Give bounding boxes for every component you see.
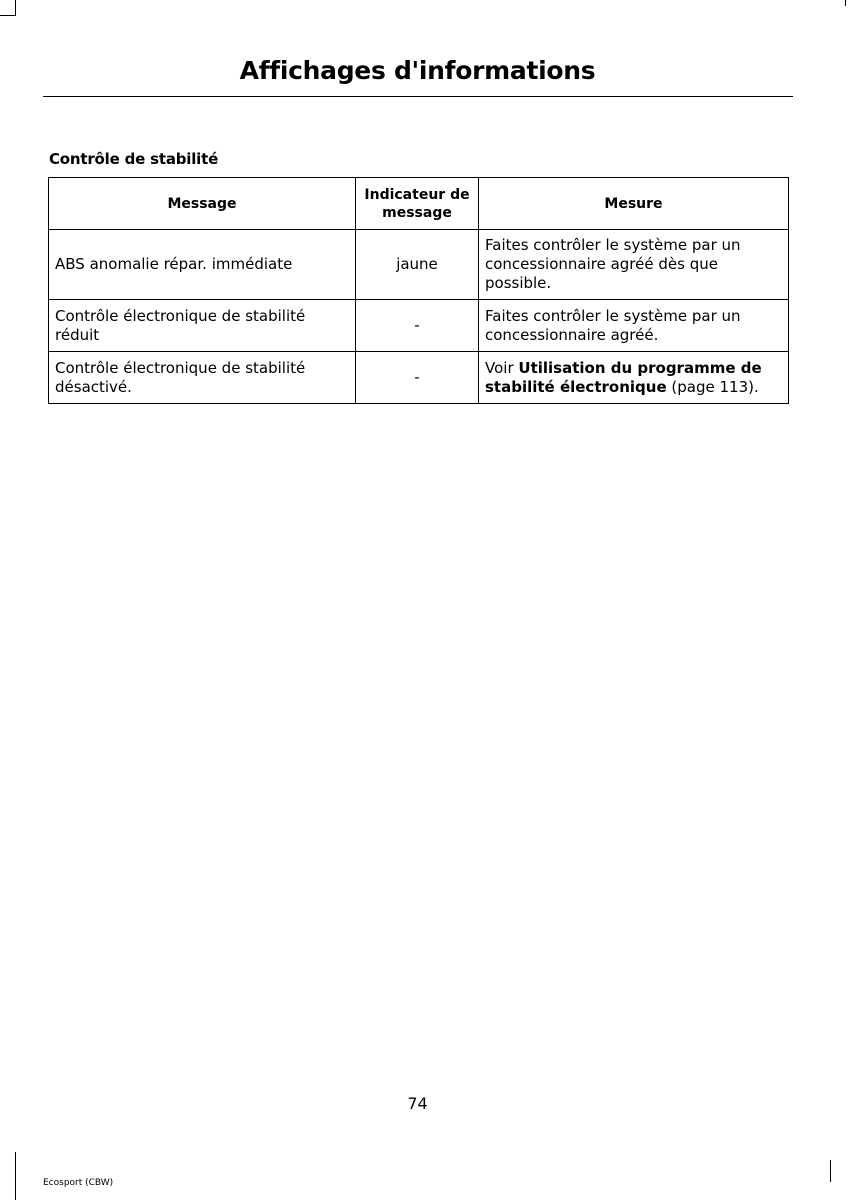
message-cell: ABS anomalie répar. immédiate: [49, 230, 356, 300]
footer-model-label: Ecosport (CBW): [43, 1178, 114, 1188]
column-header-message: Message: [49, 178, 356, 230]
table-header-row: [49, 178, 789, 230]
action-cell: [479, 352, 789, 404]
action-cell: Faites contrôler le système par un concessionnaire agréé dès que possible.: [479, 230, 789, 300]
crop-mark-top-left-vertical: [15, 0, 16, 16]
crop-mark-top-left-horizontal: [0, 15, 16, 16]
table-row: [49, 352, 789, 404]
indicator-cell: jaune: [356, 230, 479, 300]
table-row: [49, 230, 789, 300]
action-suffix: (page 113).: [666, 377, 759, 396]
section-heading: Contrôle de stabilité: [49, 150, 219, 168]
table-row: [49, 300, 789, 352]
crop-mark-bottom-left-vertical: [15, 1152, 16, 1200]
column-header-indicator: Indicateur de message: [356, 178, 479, 230]
action-cell: Faites contrôler le système par un concessionnaire agréé.: [479, 300, 789, 352]
action-prefix: Voir: [485, 358, 519, 377]
crop-mark-bottom-right-vertical: [830, 1160, 831, 1182]
crop-mark-top-right-vertical: [845, 0, 846, 6]
message-cell: Contrôle électronique de stabilité réduit: [49, 300, 356, 352]
indicator-cell: -: [356, 352, 479, 404]
page-title: Affichages d'informations: [239, 56, 596, 85]
page-number: 74: [407, 1094, 428, 1113]
cross-reference-link[interactable]: Utilisation du programme de stabilité électronique: [485, 358, 762, 396]
stability-messages-table: [48, 177, 789, 404]
column-header-action: Mesure: [479, 178, 789, 230]
title-divider: [43, 96, 793, 97]
message-cell: Contrôle électronique de stabilité désactivé.: [49, 352, 356, 404]
indicator-cell: -: [356, 300, 479, 352]
